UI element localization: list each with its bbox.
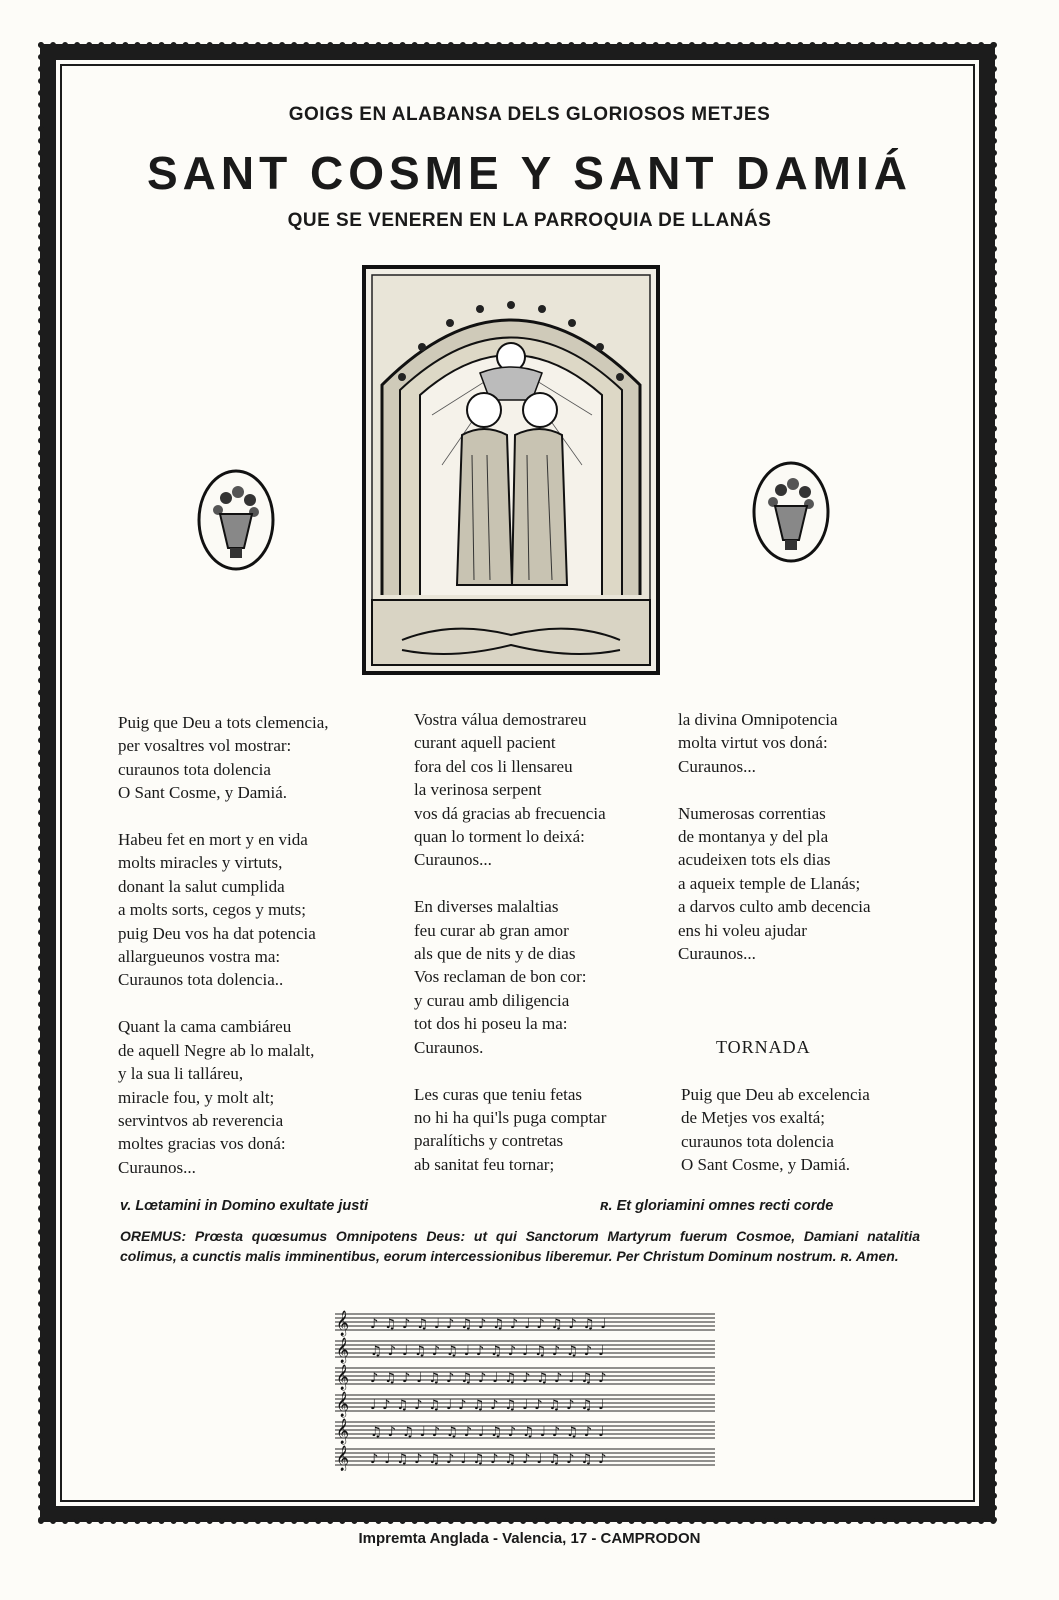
svg-text:♪♫♪♩♫♪♫♪♩♫♪♫♪♩♫♪: ♪♫♪♩♫♪♫♪♩♫♪♫♪♩♫♪ <box>370 1371 613 1386</box>
verse-column-1: Puig que Deu a tots clemencia, per vosaltres vol mostrar: curaunos tota dolencia O Sant Cosme, y Damiá. Habeu fet en mort y en vida molts miracles y virtuts, donant la salut cumplida a molts sorts, cegos y muts; puig Deu vos ha dat potencia allargueunos vostra ma: Curaunos tota dolencia.. Quant la cama cambiáreu de aquell Negre ab lo malalt, y la sua li talláreu, miracle fou, y molt alt; servintvos ab reverencia moltes gracias vos doná: Curaunos... <box>118 713 329 1177</box>
svg-text:♪♩♫♪♫♪♩♫♪♫♪♩♫♪♫♪: ♪♩♫♪♫♪♩♫♪♫♪♩♫♪♫♪ <box>370 1452 613 1467</box>
svg-text:𝄞: 𝄞 <box>336 1365 350 1390</box>
svg-text:𝄞: 𝄞 <box>336 1311 350 1336</box>
svg-text:𝄞: 𝄞 <box>336 1446 350 1471</box>
tornada-heading: TORNADA <box>716 1037 811 1057</box>
svg-text:♩♪♫♪♫♩♪♫♪♫♩♪♫♪♫♩: ♩♪♫♪♫♩♪♫♪♫♩♪♫♪♫♩ <box>370 1398 611 1413</box>
svg-text:♫♪♫♩♪♫♪♩♫♪♫♩♪♫♪♩: ♫♪♫♩♪♫♪♩♫♪♫♩♪♫♪♩ <box>370 1425 611 1440</box>
svg-text:♫♪♩♫♪♫♩♪♫♪♩♫♪♫♪♩: ♫♪♩♫♪♫♩♪♫♪♩♫♪♫♪♩ <box>370 1344 611 1359</box>
versicle-line: v. Lœtamini in Domino exultate justi <box>120 1198 369 1214</box>
page-title: SANT COSME Y SANT DAMIÁ <box>146 147 913 199</box>
svg-text:♪♫♪♫♩♪♫♪♫♪♩♪♫♪♫♩: ♪♫♪♫♩♪♫♪♫♪♩♪♫♪♫♩ <box>370 1317 613 1332</box>
oremus-prayer: OREMUS: Prœsta quœsumus Omnipotens Deus: ut qui Sanctorum Martyrum fuerum Cosmoe, Damiani natalitia colimus, a cunctis malis imminentibus, eorum intercessionibus liberemur. Per Christum Dominum nostrum. ʀ. Amen. <box>120 1228 920 1264</box>
svg-text:𝄞: 𝄞 <box>336 1338 350 1363</box>
flower-basket-medallion-right <box>751 460 831 564</box>
header-top-line: GOIGS EN ALABANSA DELS GLORIOSOS METJES <box>288 104 771 125</box>
response-line: ʀ. Et gloriamini omnes recti corde <box>600 1198 834 1214</box>
saints-woodcut-image <box>362 265 660 675</box>
music-score-image <box>330 1306 720 1471</box>
verse-column-3: la divina Omnipotencia molta virtut vos doná: Curaunos... Numerosas correntias de montanya y del pla acudeixen tots els dias a aqueix temple de Llanás; a darvos culto amb decencia ens hi voleu ajudar Curaunos... <box>678 710 871 964</box>
printer-imprint: Impremta Anglada - Valencia, 17 - CAMPRODON <box>358 1530 701 1547</box>
svg-text:𝄞: 𝄞 <box>336 1392 350 1417</box>
verse-column-2: Vostra válua demostrareu curant aquell pacient fora del cos li llensareu la verinosa serpent vos dá gracias ab frecuencia quan lo torment lo deixá: Curaunos... En diverses malaltias feu curar ab gran amor als que de nits y de dias Vos reclaman de bon cor: y curau amb diligencia tot dos hi poseu la ma: Curaunos. Les curas que teniu fetas no hi ha qui'ls puga comptar paralítichs y contretas ab sanitat feu tornar; <box>414 710 607 1174</box>
flower-basket-medallion-left <box>196 468 276 572</box>
svg-text:𝄞: 𝄞 <box>336 1419 350 1444</box>
header-subtitle: QUE SE VENEREN EN LA PARROQUIA DE LLANÁS <box>287 210 772 231</box>
tornada-verse: Puig que Deu ab excelencia de Metjes vos exaltá; curaunos tota dolencia O Sant Cosme, y Damiá. <box>681 1085 870 1175</box>
